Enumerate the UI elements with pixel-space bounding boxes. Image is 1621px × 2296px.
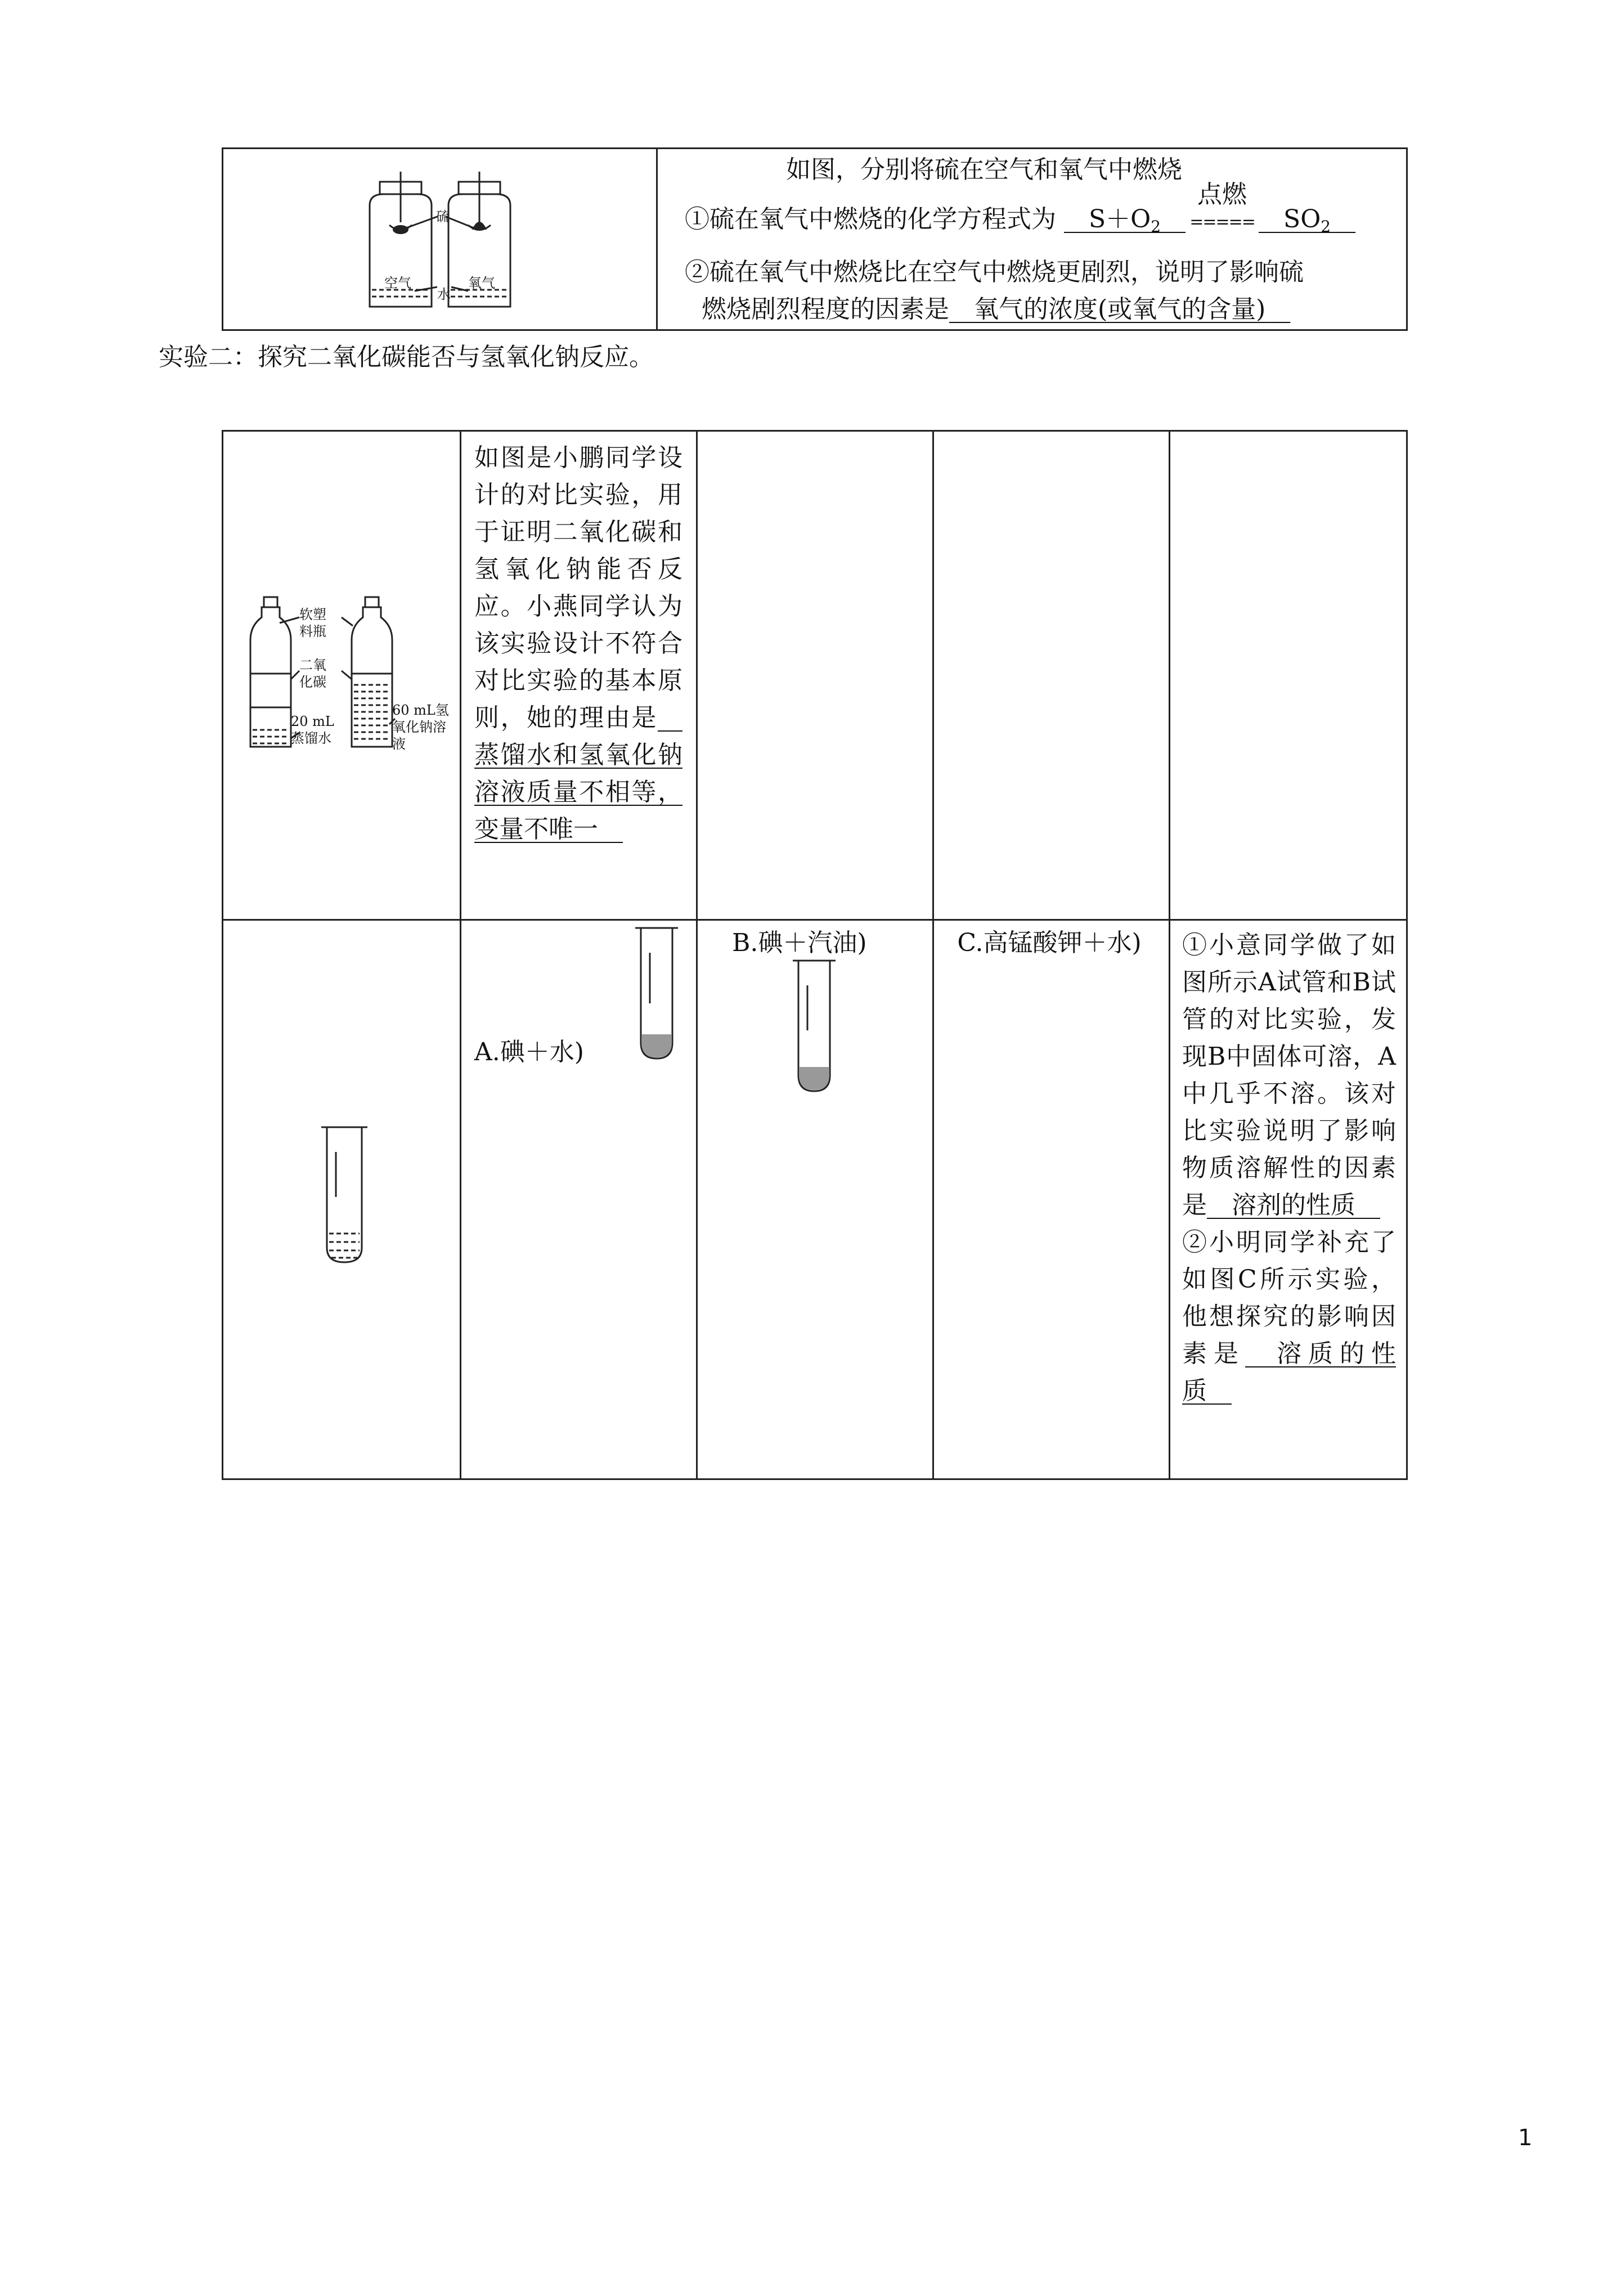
page-number: 1 xyxy=(1518,2125,1533,2151)
label-distilled-water: 20 mL蒸馏水 xyxy=(291,714,334,746)
row1-answer: 蒸馏水和氢氧化钠溶液质量不相等，变量不唯一 xyxy=(474,741,682,844)
row2-answer-2: 溶质的性质 xyxy=(1182,1339,1396,1405)
table-divider xyxy=(656,149,658,329)
row-divider xyxy=(223,919,1406,921)
test-tube-water xyxy=(319,1124,370,1270)
label-tube-c: C.高锰酸钾＋水) xyxy=(957,929,1142,957)
label-naoh-solution: 60 mL氢氧化钠溶液 xyxy=(392,702,449,752)
col-divider-1 xyxy=(460,432,461,1478)
row1-description: 如图是小鹏同学设计的对比实验，用于证明二氧化碳和氢氧化钠能否反应。小燕同学认为该实验设计不符合对比实验的基本原则，她的理由是 蒸馏水和氢氧化钠溶液质量不相等，变量不唯一 xyxy=(474,443,682,844)
table-combustion xyxy=(222,147,1408,331)
col-divider-3 xyxy=(932,432,934,1478)
label-oxygen: 氧气 xyxy=(468,275,495,291)
factor-line-2: 燃烧剧烈程度的因素是 氧气的浓度(或氧气的含量) xyxy=(702,295,1266,324)
label-air: 空气 xyxy=(384,275,411,291)
label-tube-a: A.碘＋水) xyxy=(474,1038,584,1066)
col-divider-4 xyxy=(1169,432,1170,1478)
equation-line xyxy=(685,180,1355,245)
section-heading: 实验二：探究二氧化碳能否与氢氧化钠反应。 xyxy=(159,343,654,371)
equation-sign: ===== xyxy=(1189,212,1255,232)
equation-prefix: ①硫在氧气中燃烧的化学方程式为 xyxy=(685,205,1056,234)
col-divider-2 xyxy=(696,432,698,1478)
row2-analysis: ①小意同学做了如图所示A试管和B试管的对比实验，发现B中固体可溶，A中几乎不溶。该对比实验说明了影响物质溶解性的因素是 溶剂的性质 ②小明同学补充了如图C所示实验，他想探究的影响因素是 溶质的性质 xyxy=(1182,931,1396,1405)
test-tube-a xyxy=(634,925,679,1065)
label-plastic-bottle: 软塑料瓶 xyxy=(299,607,326,639)
equation-answer: $S+O_2$ 点燃 ===== $SO_2$ xyxy=(1064,205,1355,234)
equation-condition: 点燃 xyxy=(1197,180,1247,209)
label-sulfur: 硫 xyxy=(436,209,450,225)
factor-answer: 氧气的浓度(或氧气的含量) xyxy=(974,295,1266,324)
factor-line-1: ②硫在氧气中燃烧比在空气中燃烧更剧烈，说明了影响硫 xyxy=(685,258,1304,286)
label-water: 水 xyxy=(437,286,451,302)
label-tube-b: B.碘＋汽油) xyxy=(732,929,867,957)
table1-title: 如图，分别将硫在空气和氧气中燃烧 xyxy=(786,155,1182,184)
test-tube-b xyxy=(792,957,837,1098)
table-experiments xyxy=(222,430,1408,1480)
label-co2: 二氧化碳 xyxy=(299,657,326,690)
row2-answer-1: 溶剂的性质 xyxy=(1232,1191,1355,1219)
